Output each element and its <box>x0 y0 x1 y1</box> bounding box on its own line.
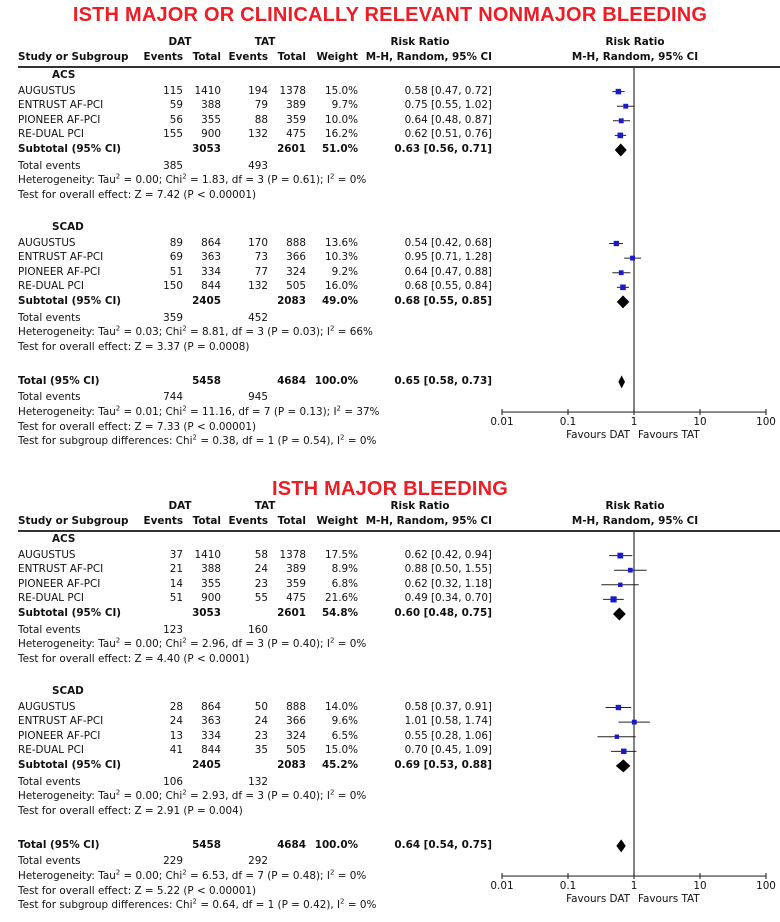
het-c: = 66% <box>334 326 373 339</box>
dat-total: 334 <box>201 265 221 278</box>
overall-total-events-label: Total events <box>18 391 81 404</box>
sup-2: 2 <box>182 404 187 413</box>
study-weight: 10.3% <box>324 251 358 264</box>
x-tick-label: 0.01 <box>490 880 514 893</box>
header-study: Study or Subgroup <box>18 51 129 63</box>
study-name: AUGUSTUS <box>18 700 76 713</box>
dat-events: 69 <box>169 251 183 264</box>
study-risk-ratio: 0.95 [0.71, 1.28] <box>404 251 492 264</box>
heterogeneity-text <box>18 638 366 651</box>
tat-total: 475 <box>286 592 306 605</box>
dat-events: 150 <box>163 280 183 293</box>
het-b: = 11.16, df = 7 (P = 0.13); I <box>186 406 337 419</box>
het-prefix: Heterogeneity: Tau <box>18 638 116 651</box>
het-a: = 0.00; Chi <box>120 174 183 187</box>
subtotal-dat-total: 3053 <box>192 143 221 155</box>
study-name: AUGUSTUS <box>18 236 76 249</box>
summary-diamond <box>615 144 627 157</box>
tat-total: 888 <box>286 700 306 713</box>
study-risk-ratio: 0.68 [0.55, 0.84] <box>404 280 492 293</box>
overall-total-events-tat: 945 <box>248 391 268 404</box>
study-marker <box>614 241 619 246</box>
tat-events: 194 <box>248 84 268 97</box>
study-name: AUGUSTUS <box>18 84 76 97</box>
x-tick-label: 0.1 <box>559 416 577 429</box>
dat-events: 59 <box>169 99 183 112</box>
sup-2: 2 <box>329 788 335 797</box>
study-weight: 9.7% <box>331 99 358 112</box>
tat-total: 324 <box>286 729 306 742</box>
study-marker <box>630 256 635 261</box>
total-events-dat: 359 <box>163 311 183 324</box>
sup-2: 2 <box>182 788 187 797</box>
overall-effect-text: Test for overall effect: Z = 3.37 (P = 0.0008) <box>18 340 250 353</box>
tat-events: 55 <box>254 592 268 605</box>
overall-total-events-label: Total events <box>18 855 81 868</box>
study-name: AUGUSTUS <box>18 548 76 561</box>
study-weight: 15.0% <box>324 84 358 97</box>
study-name: PIONEER AF-PCI <box>18 265 101 278</box>
study-risk-ratio: 1.01 [0.58, 1.74] <box>404 715 492 728</box>
overall-total-events-tat: 292 <box>248 855 268 868</box>
header-weight: Weight <box>316 51 358 63</box>
study-weight: 15.0% <box>324 744 358 757</box>
study-weight: 9.6% <box>331 715 358 728</box>
subtotal-weight: 51.0% <box>321 143 358 155</box>
header-dat: DAT <box>168 36 192 48</box>
total-label: Total (95% CI) <box>18 838 100 851</box>
dat-total: 363 <box>201 715 221 728</box>
subtotal-risk-ratio: 0.63 [0.56, 0.71] <box>394 143 492 155</box>
header-total-tat: Total <box>277 515 306 527</box>
summary-diamond <box>618 375 625 388</box>
total-events-dat: 123 <box>163 623 183 636</box>
tat-total: 1378 <box>279 84 306 97</box>
study-marker <box>618 583 622 587</box>
study-weight: 16.2% <box>324 128 358 141</box>
study-name: PIONEER AF-PCI <box>18 729 101 742</box>
tat-total: 475 <box>286 128 306 141</box>
x-tick-label: 1 <box>630 416 638 429</box>
sd-prefix: Test for subgroup differences: Chi <box>18 435 193 448</box>
tat-events: 79 <box>254 99 268 112</box>
study-marker <box>619 270 624 275</box>
sup-2: 2 <box>192 897 198 906</box>
subtotal-weight: 49.0% <box>321 294 358 307</box>
study-risk-ratio: 0.62 [0.32, 1.18] <box>404 577 492 590</box>
header-rr-method: M-H, Random, 95% CI <box>365 51 492 63</box>
dat-total: 363 <box>201 251 221 264</box>
sup-2: 2 <box>115 868 121 877</box>
dat-events: 56 <box>169 113 183 126</box>
total-events-tat: 132 <box>248 775 268 788</box>
het-c: = 0% <box>334 174 367 187</box>
sup-2: 2 <box>115 636 121 645</box>
total-tat-total: 4684 <box>277 374 306 387</box>
dat-events: 14 <box>169 577 183 590</box>
forest-plot-panel <box>0 470 780 922</box>
overall-total-events-dat: 229 <box>163 855 183 868</box>
study-marker <box>610 596 616 602</box>
dat-events: 24 <box>169 715 183 728</box>
subtotal-tat-total: 2601 <box>277 143 306 155</box>
header-events-tat: Events <box>228 51 268 63</box>
dat-events: 41 <box>169 744 183 757</box>
subtotal-label: Subtotal (95% CI) <box>18 294 122 307</box>
study-weight: 6.5% <box>331 729 358 742</box>
total-events-dat: 385 <box>163 159 183 172</box>
study-name: RE-DUAL PCI <box>18 280 84 293</box>
total-label: Total (95% CI) <box>18 374 100 387</box>
x-tick-label: 100 <box>756 416 776 429</box>
header-weight: Weight <box>316 515 358 527</box>
x-tick-label: 10 <box>693 416 707 429</box>
subtotal-risk-ratio: 0.60 [0.48, 0.75] <box>394 607 492 619</box>
summary-diamond <box>616 759 631 772</box>
sup-2: 2 <box>115 404 121 413</box>
study-risk-ratio: 0.62 [0.42, 0.94] <box>404 548 492 561</box>
total-dat-total: 5458 <box>192 838 221 851</box>
study-weight: 17.5% <box>324 548 358 561</box>
subtotal-tat-total: 2083 <box>277 758 306 771</box>
overall-heterogeneity-text <box>18 406 379 419</box>
sd-prefix: Test for subgroup differences: Chi <box>18 899 193 912</box>
study-name: ENTRUST AF-PCI <box>18 251 104 264</box>
total-weight: 100.0% <box>314 374 358 387</box>
header-risk-ratio: Risk Ratio <box>390 500 450 512</box>
x-tick-label: 0.1 <box>559 880 577 893</box>
study-weight: 14.0% <box>324 700 358 713</box>
dat-total: 388 <box>201 99 221 112</box>
study-marker <box>616 89 621 94</box>
subgroup-name: ACS <box>52 533 76 545</box>
total-dat-total: 5458 <box>192 374 221 387</box>
study-name: ENTRUST AF-PCI <box>18 563 104 576</box>
overall-effect-text: Test for overall effect: Z = 2.91 (P = 0.004) <box>18 804 243 817</box>
subtotal-label: Subtotal (95% CI) <box>18 607 122 619</box>
sup-2: 2 <box>340 433 345 442</box>
overall-effect-total-text: Test for overall effect: Z = 7.33 (P < 0.00001) <box>18 420 257 433</box>
study-weight: 9.2% <box>331 265 358 278</box>
subtotal-dat-total: 3053 <box>192 607 221 619</box>
study-risk-ratio: 0.49 [0.34, 0.70] <box>404 592 492 605</box>
tat-events: 88 <box>254 113 268 126</box>
study-marker <box>623 104 628 109</box>
subgroup-differences-text <box>18 435 376 448</box>
forest-plot-graphic <box>0 470 780 922</box>
dat-events: 89 <box>169 236 183 249</box>
tat-total: 505 <box>286 744 306 757</box>
sup-2: 2 <box>182 636 187 645</box>
heterogeneity-text <box>18 174 366 187</box>
subtotal-dat-total: 2405 <box>192 758 221 771</box>
x-tick-label: 0.01 <box>490 416 514 429</box>
total-events-label: Total events <box>18 775 81 788</box>
heterogeneity-text <box>18 326 373 339</box>
tat-events: 132 <box>248 280 268 293</box>
sup-2: 2 <box>115 172 121 181</box>
het-a: = 0.00; Chi <box>120 790 183 803</box>
dat-total: 864 <box>201 700 221 713</box>
header-total-dat: Total <box>192 51 221 63</box>
het-b: = 8.81, df = 3 (P = 0.03); I <box>186 326 330 339</box>
header-risk-ratio-plot: Risk Ratio <box>605 36 665 48</box>
sup-2: 2 <box>329 172 335 181</box>
dat-total: 844 <box>201 280 221 293</box>
total-events-tat: 452 <box>248 311 268 324</box>
study-risk-ratio: 0.62 [0.51, 0.76] <box>404 128 492 141</box>
subgroup-differences-text <box>18 899 376 912</box>
subtotal-tat-total: 2601 <box>277 607 306 619</box>
sd-b: = 0% <box>344 899 377 912</box>
sup-2: 2 <box>182 324 187 333</box>
sup-2: 2 <box>115 324 121 333</box>
tat-total: 366 <box>286 251 306 264</box>
header-rr-method: M-H, Random, 95% CI <box>365 515 492 527</box>
header-events-dat: Events <box>143 51 183 63</box>
tat-events: 77 <box>254 265 268 278</box>
x-tick-label: 1 <box>630 880 638 893</box>
het-b: = 1.83, df = 3 (P = 0.61); I <box>186 174 330 187</box>
study-marker <box>617 553 623 559</box>
tat-events: 73 <box>254 251 268 264</box>
tat-events: 23 <box>254 577 268 590</box>
study-weight: 16.0% <box>324 280 358 293</box>
study-risk-ratio: 0.58 [0.47, 0.72] <box>404 84 492 97</box>
dat-events: 21 <box>169 563 183 576</box>
tat-total: 359 <box>286 577 306 590</box>
study-marker <box>621 749 626 754</box>
dat-total: 355 <box>201 113 221 126</box>
tat-total: 389 <box>286 563 306 576</box>
dat-events: 115 <box>163 84 183 97</box>
study-risk-ratio: 0.64 [0.48, 0.87] <box>404 113 492 126</box>
overall-effect-total-text: Test for overall effect: Z = 5.22 (P < 0.00001) <box>18 884 257 897</box>
study-risk-ratio: 0.55 [0.28, 1.06] <box>404 729 492 742</box>
favours-dat-label: Favours DAT <box>566 429 630 442</box>
header-rr-method-plot: M-H, Random, 95% CI <box>571 51 699 63</box>
subgroup-name: ACS <box>52 69 76 81</box>
tat-total: 359 <box>286 113 306 126</box>
tat-total: 366 <box>286 715 306 728</box>
study-marker <box>619 118 624 123</box>
dat-events: 155 <box>163 128 183 141</box>
het-a: = 0.00; Chi <box>120 870 183 883</box>
dat-total: 1410 <box>194 84 221 97</box>
study-marker <box>620 285 626 291</box>
plot-title: ISTH MAJOR BLEEDING <box>271 478 509 500</box>
subtotal-weight: 45.2% <box>321 758 358 771</box>
total-events-label: Total events <box>18 311 81 324</box>
tat-total: 324 <box>286 265 306 278</box>
study-weight: 10.0% <box>324 113 358 126</box>
summary-diamond <box>617 295 629 308</box>
het-prefix: Heterogeneity: Tau <box>18 174 116 187</box>
total-events-dat: 106 <box>163 775 183 788</box>
het-a: = 0.00; Chi <box>120 638 183 651</box>
favours-tat-label: Favours TAT <box>638 893 700 906</box>
header-events-dat: Events <box>143 515 183 527</box>
header-total-tat: Total <box>277 51 306 63</box>
study-marker <box>628 568 633 573</box>
het-prefix: Heterogeneity: Tau <box>18 870 116 883</box>
sup-2: 2 <box>340 897 345 906</box>
header-risk-ratio-plot: Risk Ratio <box>605 500 665 512</box>
tat-total: 389 <box>286 99 306 112</box>
overall-effect-text: Test for overall effect: Z = 7.42 (P < 0.00001) <box>18 188 257 201</box>
study-name: PIONEER AF-PCI <box>18 113 101 126</box>
study-name: RE-DUAL PCI <box>18 128 84 141</box>
sd-a: = 0.38, df = 1 (P = 0.54), I <box>197 435 341 448</box>
overall-heterogeneity-text <box>18 870 366 883</box>
het-c: = 0% <box>334 638 367 651</box>
het-prefix: Heterogeneity: Tau <box>18 406 116 419</box>
sup-2: 2 <box>329 868 335 877</box>
dat-total: 900 <box>201 592 221 605</box>
header-risk-ratio: Risk Ratio <box>390 36 450 48</box>
dat-events: 51 <box>169 265 183 278</box>
study-risk-ratio: 0.58 [0.37, 0.91] <box>404 700 492 713</box>
x-tick-label: 10 <box>693 880 707 893</box>
subgroup-name: SCAD <box>52 684 84 697</box>
total-events-tat: 160 <box>248 623 268 636</box>
het-a: = 0.01; Chi <box>120 406 183 419</box>
overall-total-events-dat: 744 <box>163 391 183 404</box>
dat-total: 355 <box>201 577 221 590</box>
plot-title: ISTH MAJOR OR CLINICALLY RELEVANT NONMAJOR BLEEDING <box>72 4 708 26</box>
dat-total: 900 <box>201 128 221 141</box>
het-prefix: Heterogeneity: Tau <box>18 790 116 803</box>
study-weight: 13.6% <box>324 236 358 249</box>
het-b: = 6.53, df = 7 (P = 0.48); I <box>186 870 330 883</box>
header-tat: TAT <box>254 36 276 48</box>
study-name: ENTRUST AF-PCI <box>18 715 104 728</box>
dat-total: 1410 <box>194 548 221 561</box>
sup-2: 2 <box>115 788 121 797</box>
het-c: = 37% <box>341 406 380 419</box>
total-weight: 100.0% <box>314 838 358 851</box>
sup-2: 2 <box>329 324 335 333</box>
x-tick-label: 100 <box>756 880 776 893</box>
study-risk-ratio: 0.54 [0.42, 0.68] <box>404 236 492 249</box>
header-tat: TAT <box>254 500 276 512</box>
heterogeneity-text <box>18 790 366 803</box>
total-risk-ratio: 0.65 [0.58, 0.73] <box>394 374 492 387</box>
study-name: RE-DUAL PCI <box>18 744 84 757</box>
subtotal-label: Subtotal (95% CI) <box>18 758 122 771</box>
dat-total: 334 <box>201 729 221 742</box>
study-name: RE-DUAL PCI <box>18 592 84 605</box>
sd-b: = 0% <box>344 435 377 448</box>
sd-a: = 0.64, df = 1 (P = 0.42), I <box>197 899 341 912</box>
tat-events: 23 <box>254 729 268 742</box>
header-dat: DAT <box>168 500 192 512</box>
sup-2: 2 <box>182 868 187 877</box>
tat-events: 24 <box>254 715 268 728</box>
subtotal-dat-total: 2405 <box>192 294 221 307</box>
tat-events: 170 <box>248 236 268 249</box>
summary-diamond <box>613 608 626 621</box>
dat-events: 37 <box>169 548 183 561</box>
sup-2: 2 <box>336 404 342 413</box>
tat-total: 888 <box>286 236 306 249</box>
dat-total: 388 <box>201 563 221 576</box>
total-events-tat: 493 <box>248 159 268 172</box>
header-total-dat: Total <box>192 515 221 527</box>
het-b: = 2.93, df = 3 (P = 0.40); I <box>186 790 330 803</box>
total-events-label: Total events <box>18 159 81 172</box>
total-tat-total: 4684 <box>277 838 306 851</box>
study-risk-ratio: 0.75 [0.55, 1.02] <box>404 99 492 112</box>
total-risk-ratio: 0.64 [0.54, 0.75] <box>394 838 492 851</box>
dat-events: 13 <box>169 729 183 742</box>
header-study: Study or Subgroup <box>18 515 129 527</box>
subtotal-risk-ratio: 0.68 [0.55, 0.85] <box>394 294 492 307</box>
study-name: PIONEER AF-PCI <box>18 577 101 590</box>
subtotal-risk-ratio: 0.69 [0.53, 0.88] <box>394 758 492 771</box>
total-events-label: Total events <box>18 623 81 636</box>
tat-events: 35 <box>254 744 268 757</box>
tat-events: 50 <box>254 700 268 713</box>
subtotal-label: Subtotal (95% CI) <box>18 143 122 155</box>
het-b: = 2.96, df = 3 (P = 0.40); I <box>186 638 330 651</box>
study-risk-ratio: 0.70 [0.45, 1.09] <box>404 744 492 757</box>
tat-events: 24 <box>254 563 268 576</box>
study-risk-ratio: 0.64 [0.47, 0.88] <box>404 265 492 278</box>
header-rr-method-plot: M-H, Random, 95% CI <box>571 515 699 527</box>
summary-diamond <box>616 839 625 852</box>
study-weight: 21.6% <box>324 592 358 605</box>
tat-events: 132 <box>248 128 268 141</box>
sup-2: 2 <box>192 433 198 442</box>
subtotal-weight: 54.8% <box>321 607 358 619</box>
het-c: = 0% <box>334 870 367 883</box>
dat-events: 51 <box>169 592 183 605</box>
overall-effect-text: Test for overall effect: Z = 4.40 (P < 0.0001) <box>18 652 250 665</box>
study-weight: 6.8% <box>331 577 358 590</box>
tat-total: 1378 <box>279 548 306 561</box>
sup-2: 2 <box>329 636 335 645</box>
dat-total: 844 <box>201 744 221 757</box>
header-events-tat: Events <box>228 515 268 527</box>
study-marker <box>615 735 619 739</box>
dat-events: 28 <box>169 700 183 713</box>
tat-events: 58 <box>254 548 268 561</box>
subtotal-tat-total: 2083 <box>277 294 306 307</box>
study-marker <box>616 705 621 710</box>
sup-2: 2 <box>182 172 187 181</box>
tat-total: 505 <box>286 280 306 293</box>
het-c: = 0% <box>334 790 367 803</box>
study-marker <box>617 133 623 139</box>
dat-total: 864 <box>201 236 221 249</box>
favours-tat-label: Favours TAT <box>638 429 700 442</box>
het-a: = 0.03; Chi <box>120 326 183 339</box>
favours-dat-label: Favours DAT <box>566 893 630 906</box>
study-marker <box>632 720 637 725</box>
het-prefix: Heterogeneity: Tau <box>18 326 116 339</box>
study-name: ENTRUST AF-PCI <box>18 99 104 112</box>
study-risk-ratio: 0.88 [0.50, 1.55] <box>404 563 492 576</box>
subgroup-name: SCAD <box>52 220 84 233</box>
study-weight: 8.9% <box>331 563 358 576</box>
